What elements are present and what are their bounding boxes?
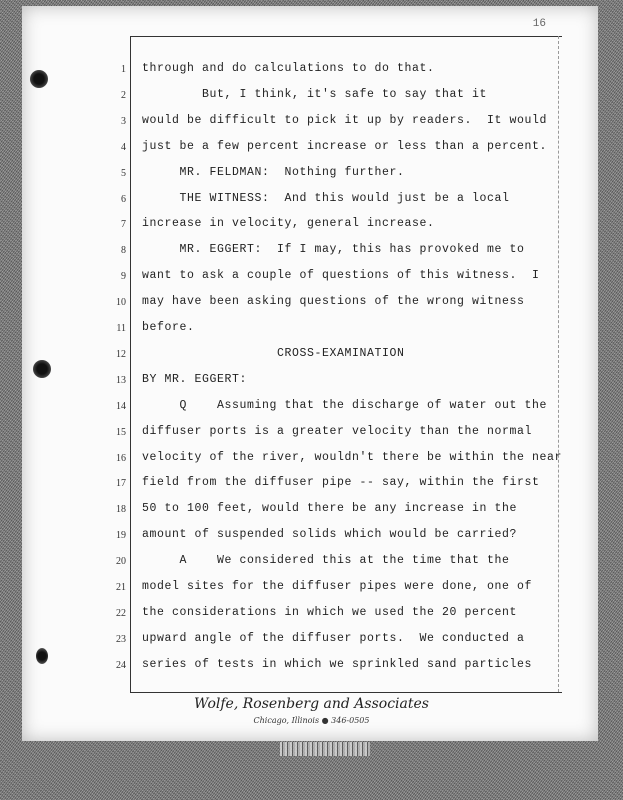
line-number: 22 xyxy=(116,607,126,619)
line-text: MR. EGGERT: If I may, this has provoked me to xyxy=(142,243,525,257)
transcript-line xyxy=(0,604,600,624)
line-text: just be a few percent increase or less than a percent. xyxy=(142,139,548,153)
transcript-line xyxy=(0,319,600,339)
transcript-line xyxy=(0,423,600,443)
transcript-line xyxy=(0,371,600,391)
line-number: 21 xyxy=(116,582,126,593)
line-number: 9 xyxy=(121,271,126,283)
transcript-line xyxy=(0,241,600,261)
line-text: THE WITNESS: And this would just be a local xyxy=(142,191,510,205)
transcript-line xyxy=(0,164,600,184)
line-text: But, I think, it's safe to say that it xyxy=(142,87,488,101)
line-text: through and do calculations to do that. xyxy=(142,62,435,75)
line-number: 20 xyxy=(116,556,126,568)
line-text: field from the diffuser pipe -- say, within the first xyxy=(142,476,540,490)
line-number: 14 xyxy=(116,400,126,412)
transcript-line xyxy=(0,60,600,80)
line-number: 6 xyxy=(121,193,126,205)
reporter-firm-name: Wolfe, Rosenberg and Associates xyxy=(194,696,429,712)
transcript-line xyxy=(0,552,600,572)
line-number: 8 xyxy=(121,245,126,257)
line-number: 23 xyxy=(116,633,126,645)
line-text: MR. FELDMAN: Nothing further. xyxy=(142,165,405,179)
page-number: 16 xyxy=(532,18,546,30)
transcript-line xyxy=(0,86,600,106)
line-number: 5 xyxy=(121,167,126,179)
transcript-line xyxy=(0,293,600,313)
line-number: 2 xyxy=(121,89,126,101)
line-text: Q Assuming that the discharge of water out the xyxy=(142,398,548,412)
line-text: diffuser ports is a greater velocity than the normal xyxy=(142,424,533,438)
transcript-line xyxy=(0,345,600,365)
line-number: 1 xyxy=(121,64,126,75)
line-text: CROSS-EXAMINATION xyxy=(142,346,405,360)
margin-rule-top xyxy=(130,36,562,37)
line-text: increase in velocity, general increase. xyxy=(142,217,435,231)
transcript-line xyxy=(0,474,600,494)
line-number: 4 xyxy=(121,141,126,153)
line-number: 24 xyxy=(116,659,126,671)
line-text: amount of suspended solids which would be carried? xyxy=(142,528,518,542)
line-number: 10 xyxy=(116,297,126,309)
line-text: want to ask a couple of questions of this witness. I xyxy=(142,269,540,283)
line-text: 50 to 100 feet, would there be any increase in the xyxy=(142,502,518,516)
transcript-line xyxy=(0,112,600,132)
line-number: 16 xyxy=(116,452,126,464)
transcript-line xyxy=(0,190,600,210)
transcript-line xyxy=(0,526,600,546)
transcript-line xyxy=(0,578,600,598)
line-text: series of tests in which we sprinkled sand particles xyxy=(142,657,533,671)
transcript-line xyxy=(0,449,600,469)
transcript-line xyxy=(0,267,600,287)
line-text: before. xyxy=(142,321,195,334)
margin-rule-bottom xyxy=(130,692,562,693)
transcript-line xyxy=(0,500,600,520)
line-number: 18 xyxy=(116,504,126,516)
line-text: velocity of the river, wouldn't there be within the near xyxy=(142,450,563,464)
line-text: BY MR. EGGERT: xyxy=(142,372,248,386)
line-number: 15 xyxy=(116,426,126,438)
transcript-line xyxy=(0,397,600,417)
line-text: upward angle of the diffuser ports. We conducted a xyxy=(142,631,525,645)
line-text: model sites for the diffuser pipes were done, one of xyxy=(142,580,533,593)
line-number: 17 xyxy=(116,478,126,490)
line-number: 12 xyxy=(116,348,126,360)
line-number: 11 xyxy=(116,323,126,334)
scan-stamp xyxy=(280,742,370,756)
transcript-line xyxy=(0,215,600,235)
line-text: may have been asking questions of the wrong witness xyxy=(142,295,525,309)
line-number: 19 xyxy=(116,530,126,542)
reporter-firm-location: Chicago, Illinois ● 346-0505 xyxy=(253,716,370,725)
line-text: the considerations in which we used the 20 percent xyxy=(142,605,518,619)
line-number: 3 xyxy=(121,115,126,127)
transcript-line xyxy=(0,138,600,158)
transcript-line xyxy=(0,656,600,676)
line-number: 13 xyxy=(116,374,126,386)
transcript-line xyxy=(0,630,600,650)
line-text: A We considered this at the time that the xyxy=(142,554,510,568)
line-text: would be difficult to pick it up by readers. It would xyxy=(142,113,548,127)
line-number: 7 xyxy=(121,219,126,231)
